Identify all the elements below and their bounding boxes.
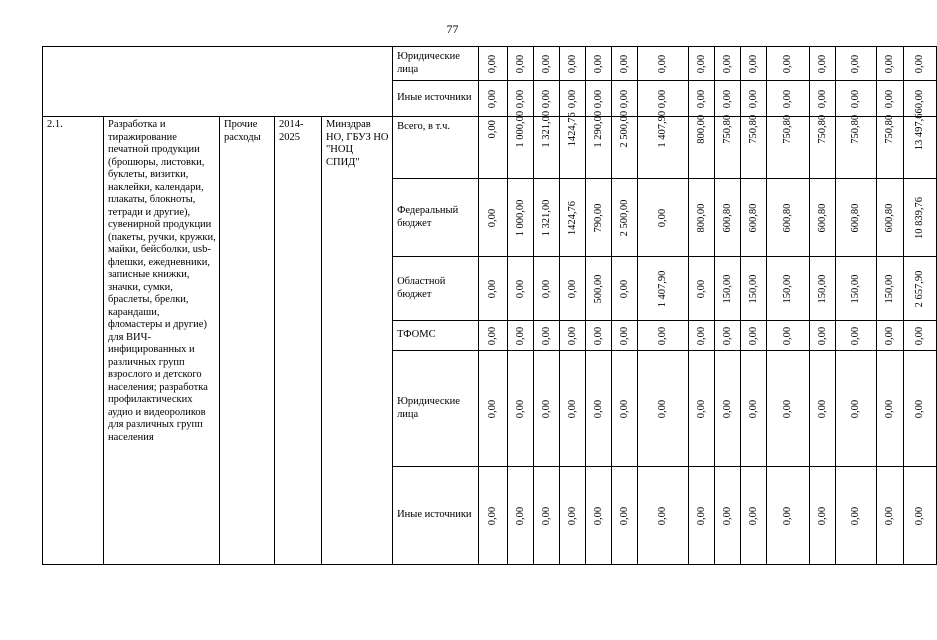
value-cell bbox=[715, 114, 741, 179]
value-cell bbox=[877, 114, 904, 179]
value-cell bbox=[560, 257, 586, 321]
value-cell bbox=[689, 257, 715, 321]
value-text: 0,00 bbox=[913, 89, 925, 108]
value-text: 0,00 bbox=[540, 89, 552, 108]
value-text: 600,80 bbox=[816, 203, 828, 232]
value-text: 1 000,00 bbox=[514, 199, 526, 236]
value-text: 750,80 bbox=[781, 114, 793, 144]
value-cell bbox=[560, 467, 586, 565]
value-cell bbox=[715, 467, 741, 565]
value-text: 0,00 bbox=[913, 54, 925, 73]
value-text: 10 839,76 bbox=[913, 196, 925, 239]
value-cell bbox=[767, 114, 810, 179]
value-cell bbox=[479, 47, 508, 81]
value-text: 0,00 bbox=[656, 89, 668, 108]
value-cell bbox=[741, 467, 767, 565]
value-text: 0,00 bbox=[816, 326, 828, 345]
value-text: 0,00 bbox=[540, 399, 552, 418]
value-text: 2 500,00 bbox=[618, 110, 630, 148]
value-cell bbox=[810, 321, 836, 351]
value-cell bbox=[836, 47, 877, 81]
value-cell bbox=[836, 467, 877, 565]
value-text: 0,00 bbox=[592, 89, 604, 108]
value-text: 0,00 bbox=[566, 326, 578, 345]
value-text: 0,00 bbox=[781, 54, 793, 73]
value-cell bbox=[638, 257, 689, 321]
value-text: 0,00 bbox=[656, 326, 668, 345]
value-cell bbox=[810, 81, 836, 117]
value-text: 0,00 bbox=[695, 506, 707, 525]
value-cell bbox=[508, 47, 534, 81]
value-cell bbox=[810, 114, 836, 179]
value-text: 0,00 bbox=[849, 89, 861, 108]
value-cell bbox=[767, 47, 810, 81]
value-cell bbox=[877, 467, 904, 565]
value-cell bbox=[560, 112, 586, 179]
value-text: 0,00 bbox=[514, 326, 526, 345]
value-cell bbox=[904, 321, 937, 351]
value-text: 0,00 bbox=[695, 399, 707, 418]
value-cell bbox=[904, 351, 937, 467]
value-text: 0,00 bbox=[781, 326, 793, 345]
value-text: 0,00 bbox=[540, 326, 552, 345]
value-cell bbox=[612, 467, 638, 565]
value-text: 0,00 bbox=[656, 506, 668, 525]
value-text: 0,00 bbox=[514, 279, 526, 298]
value-text: 0,00 bbox=[656, 54, 668, 73]
value-cell bbox=[877, 81, 904, 117]
value-text: 0,00 bbox=[566, 54, 578, 73]
value-text: 0,00 bbox=[913, 399, 925, 418]
value-cell bbox=[479, 321, 508, 351]
value-text: 0,00 bbox=[486, 120, 498, 139]
value-cell bbox=[715, 179, 741, 257]
value-cell bbox=[836, 81, 877, 117]
source-cell: Всего, в т.ч. bbox=[393, 117, 479, 179]
value-cell bbox=[534, 257, 560, 321]
value-cell bbox=[767, 321, 810, 351]
value-text: 0,00 bbox=[816, 399, 828, 418]
value-cell bbox=[479, 467, 508, 565]
value-text: 150,00 bbox=[883, 274, 895, 303]
value-text: 750,80 bbox=[883, 114, 895, 144]
value-text: 0,00 bbox=[721, 326, 733, 345]
value-text: 750,80 bbox=[747, 114, 759, 144]
value-text: 1 407,90 bbox=[656, 110, 668, 148]
value-cell bbox=[638, 351, 689, 467]
value-cell bbox=[741, 47, 767, 81]
value-cell bbox=[586, 47, 612, 81]
value-cell bbox=[715, 47, 741, 81]
value-cell bbox=[534, 110, 560, 179]
value-cell bbox=[904, 257, 937, 321]
value-text: 0,00 bbox=[849, 54, 861, 73]
value-text: 790,00 bbox=[592, 203, 604, 232]
value-text: 750,80 bbox=[721, 114, 733, 144]
value-text: 0,00 bbox=[721, 89, 733, 108]
value-cell bbox=[741, 179, 767, 257]
budget-table bbox=[42, 46, 937, 565]
value-cell bbox=[638, 110, 689, 179]
value-cell bbox=[836, 114, 877, 179]
value-text: 1424,76 bbox=[566, 200, 578, 235]
value-cell bbox=[508, 179, 534, 257]
value-cell bbox=[479, 179, 508, 257]
value-cell bbox=[877, 47, 904, 81]
source-cell: Иные источники bbox=[393, 467, 479, 565]
value-text: 0,00 bbox=[883, 54, 895, 73]
value-text: 1 321,00 bbox=[540, 110, 552, 148]
value-text: 0,00 bbox=[747, 326, 759, 345]
value-text: 1 407,90 bbox=[656, 270, 668, 307]
value-cell bbox=[877, 351, 904, 467]
value-text: 600,80 bbox=[747, 203, 759, 232]
value-cell bbox=[560, 47, 586, 81]
value-cell bbox=[767, 257, 810, 321]
value-text: 0,00 bbox=[514, 89, 526, 108]
value-text: 0,00 bbox=[618, 54, 630, 73]
value-text: 2 500,00 bbox=[618, 199, 630, 236]
item-number: 2.1. bbox=[43, 117, 104, 565]
value-cell bbox=[877, 257, 904, 321]
page-number: 77 bbox=[446, 22, 459, 36]
value-text: 750,80 bbox=[849, 114, 861, 144]
table-row bbox=[43, 117, 937, 179]
value-text: 0,00 bbox=[514, 54, 526, 73]
value-text: 0,00 bbox=[540, 506, 552, 525]
value-cell bbox=[560, 351, 586, 467]
value-cell bbox=[534, 351, 560, 467]
value-cell bbox=[612, 47, 638, 81]
value-cell bbox=[560, 321, 586, 351]
source-cell: Юридические лица bbox=[393, 351, 479, 467]
value-text: 0,00 bbox=[540, 54, 552, 73]
value-cell bbox=[689, 47, 715, 81]
value-text: 0,00 bbox=[566, 399, 578, 418]
value-cell bbox=[508, 110, 534, 179]
value-text: 0,00 bbox=[486, 54, 498, 73]
value-cell bbox=[638, 47, 689, 81]
value-text: 0,00 bbox=[656, 208, 668, 227]
value-cell bbox=[479, 81, 508, 117]
value-text: 0,00 bbox=[913, 326, 925, 345]
value-cell bbox=[586, 179, 612, 257]
value-text: 0,00 bbox=[566, 279, 578, 298]
value-text: 0,00 bbox=[781, 89, 793, 108]
expense-type: Прочие расходы bbox=[220, 117, 275, 565]
value-text: 0,00 bbox=[514, 506, 526, 525]
value-text: 0,00 bbox=[592, 54, 604, 73]
value-text: 600,80 bbox=[781, 203, 793, 232]
value-cell bbox=[904, 47, 937, 81]
value-text: 1 290,00 bbox=[592, 110, 604, 148]
value-text: 0,00 bbox=[566, 506, 578, 525]
value-cell bbox=[767, 467, 810, 565]
value-cell bbox=[479, 351, 508, 467]
value-cell bbox=[741, 351, 767, 467]
value-cell bbox=[836, 351, 877, 467]
value-text: 0,00 bbox=[883, 399, 895, 418]
value-text: 150,00 bbox=[747, 274, 759, 303]
value-cell bbox=[534, 47, 560, 81]
value-text: 13 497,66 bbox=[913, 108, 925, 151]
value-text: 0,00 bbox=[514, 399, 526, 418]
value-text: 600,80 bbox=[883, 203, 895, 232]
value-text: 600,80 bbox=[849, 203, 861, 232]
value-text: 0,00 bbox=[781, 399, 793, 418]
value-text: 150,00 bbox=[721, 274, 733, 303]
value-text: 0,00 bbox=[849, 399, 861, 418]
value-cell bbox=[534, 179, 560, 257]
value-text: 0,00 bbox=[486, 208, 498, 227]
value-cell bbox=[586, 110, 612, 179]
value-cell bbox=[586, 351, 612, 467]
value-text: 0,00 bbox=[747, 54, 759, 73]
value-cell bbox=[689, 321, 715, 351]
value-cell bbox=[612, 257, 638, 321]
value-cell bbox=[810, 179, 836, 257]
source-cell: Федеральный бюджет bbox=[393, 179, 479, 257]
period: 2014-2025 bbox=[275, 117, 322, 565]
value-text: 0,00 bbox=[618, 399, 630, 418]
value-text: 0,00 bbox=[883, 506, 895, 525]
value-cell bbox=[508, 467, 534, 565]
value-text: 600,80 bbox=[721, 203, 733, 232]
value-cell bbox=[612, 179, 638, 257]
value-cell bbox=[689, 179, 715, 257]
value-text: 0,00 bbox=[618, 89, 630, 108]
value-cell bbox=[689, 81, 715, 117]
value-text: 0,00 bbox=[747, 89, 759, 108]
value-cell bbox=[877, 321, 904, 351]
value-text: 0,00 bbox=[618, 326, 630, 345]
value-text: 0,00 bbox=[592, 326, 604, 345]
value-text: 0,00 bbox=[747, 506, 759, 525]
value-text: 800,00 bbox=[695, 114, 707, 144]
value-text: 800,00 bbox=[695, 203, 707, 232]
value-text: 0,00 bbox=[695, 54, 707, 73]
value-cell bbox=[715, 321, 741, 351]
value-cell bbox=[586, 321, 612, 351]
value-cell bbox=[534, 467, 560, 565]
value-text: 0,00 bbox=[486, 326, 498, 345]
value-cell bbox=[715, 81, 741, 117]
value-cell bbox=[836, 321, 877, 351]
value-text: 0,00 bbox=[781, 506, 793, 525]
value-cell bbox=[715, 351, 741, 467]
value-text: 0,00 bbox=[695, 89, 707, 108]
value-cell bbox=[586, 467, 612, 565]
value-cell bbox=[904, 108, 937, 179]
value-text: 0,00 bbox=[721, 54, 733, 73]
value-text: 500,00 bbox=[592, 274, 604, 303]
value-cell bbox=[810, 351, 836, 467]
value-text: 0,00 bbox=[883, 89, 895, 108]
value-text: 750,80 bbox=[816, 114, 828, 144]
value-text: 0,00 bbox=[849, 506, 861, 525]
value-cell bbox=[904, 179, 937, 257]
value-text: 0,00 bbox=[486, 399, 498, 418]
value-cell bbox=[767, 351, 810, 467]
value-cell bbox=[638, 321, 689, 351]
value-text: 0,00 bbox=[695, 279, 707, 298]
value-text: 0,00 bbox=[486, 279, 498, 298]
value-cell bbox=[767, 81, 810, 117]
value-text: 0,00 bbox=[721, 399, 733, 418]
value-cell bbox=[904, 467, 937, 565]
source-cell: ТФОМС bbox=[393, 321, 479, 351]
value-cell bbox=[612, 110, 638, 179]
value-text: 0,00 bbox=[592, 399, 604, 418]
value-cell bbox=[689, 467, 715, 565]
value-text: 150,00 bbox=[781, 274, 793, 303]
value-cell bbox=[810, 257, 836, 321]
value-text: 0,00 bbox=[816, 54, 828, 73]
value-text: 0,00 bbox=[721, 506, 733, 525]
value-cell bbox=[836, 257, 877, 321]
value-text: 1 000,00 bbox=[514, 110, 526, 148]
value-cell bbox=[534, 321, 560, 351]
value-text: 0,00 bbox=[618, 279, 630, 298]
value-cell bbox=[689, 351, 715, 467]
value-cell bbox=[586, 257, 612, 321]
value-text: 1424,76 bbox=[566, 112, 578, 147]
value-text: 0,00 bbox=[592, 506, 604, 525]
executor: Минздрав НО, ГБУЗ НО "НОЦ СПИД" bbox=[322, 117, 393, 565]
empty-cell bbox=[43, 47, 393, 117]
value-text: 0,00 bbox=[566, 89, 578, 108]
source-cell: Юридические лица bbox=[393, 47, 479, 81]
value-text: 1 321,00 bbox=[540, 199, 552, 236]
value-cell bbox=[810, 467, 836, 565]
value-cell bbox=[741, 114, 767, 179]
value-text: 0,00 bbox=[816, 89, 828, 108]
value-text: 150,00 bbox=[849, 274, 861, 303]
value-cell bbox=[715, 257, 741, 321]
value-cell bbox=[508, 257, 534, 321]
value-text: 0,00 bbox=[618, 506, 630, 525]
value-text: 0,00 bbox=[849, 326, 861, 345]
value-cell bbox=[810, 47, 836, 81]
value-cell bbox=[612, 351, 638, 467]
value-cell bbox=[508, 351, 534, 467]
value-text: 0,00 bbox=[486, 506, 498, 525]
value-cell bbox=[741, 257, 767, 321]
value-cell bbox=[479, 117, 508, 179]
value-cell bbox=[638, 467, 689, 565]
value-cell bbox=[836, 179, 877, 257]
value-text: 0,00 bbox=[540, 279, 552, 298]
value-text: 0,00 bbox=[486, 89, 498, 108]
value-cell bbox=[612, 321, 638, 351]
source-cell: Иные источники bbox=[393, 81, 479, 117]
value-cell bbox=[877, 179, 904, 257]
value-cell bbox=[638, 179, 689, 257]
value-text: 0,00 bbox=[913, 506, 925, 525]
source-cell: Областной бюджет bbox=[393, 257, 479, 321]
value-cell bbox=[741, 321, 767, 351]
value-cell bbox=[508, 321, 534, 351]
value-cell bbox=[689, 114, 715, 179]
value-text: 0,00 bbox=[656, 399, 668, 418]
value-cell bbox=[560, 179, 586, 257]
value-text: 150,00 bbox=[816, 274, 828, 303]
value-cell bbox=[741, 81, 767, 117]
value-text: 0,00 bbox=[883, 326, 895, 345]
value-cell bbox=[560, 81, 586, 117]
value-cell bbox=[767, 179, 810, 257]
value-text: 0,00 bbox=[747, 399, 759, 418]
value-text: 0,00 bbox=[695, 326, 707, 345]
item-name: Разработка и тиражирование печатной продукции (брошюры, листовки, буклеты, визитки, наклейки, календари, плакаты, блокноты, тетради и другие), сувенирной продукции (пакеты, ручки, кружки, майки, бейсболки, usb-флешки, ежедневники, записные книжки, значки, сумки, браслеты, брелки, карандаши, фломастеры и другие) для ВИЧ-инфицированных и различных групп взрослого и детского населения; разработка профилактических аудио и видеороликов для различных групп населения bbox=[104, 117, 220, 565]
value-cell bbox=[479, 257, 508, 321]
value-text: 2 657,90 bbox=[913, 270, 925, 307]
table-row bbox=[43, 47, 937, 81]
value-text: 0,00 bbox=[816, 506, 828, 525]
